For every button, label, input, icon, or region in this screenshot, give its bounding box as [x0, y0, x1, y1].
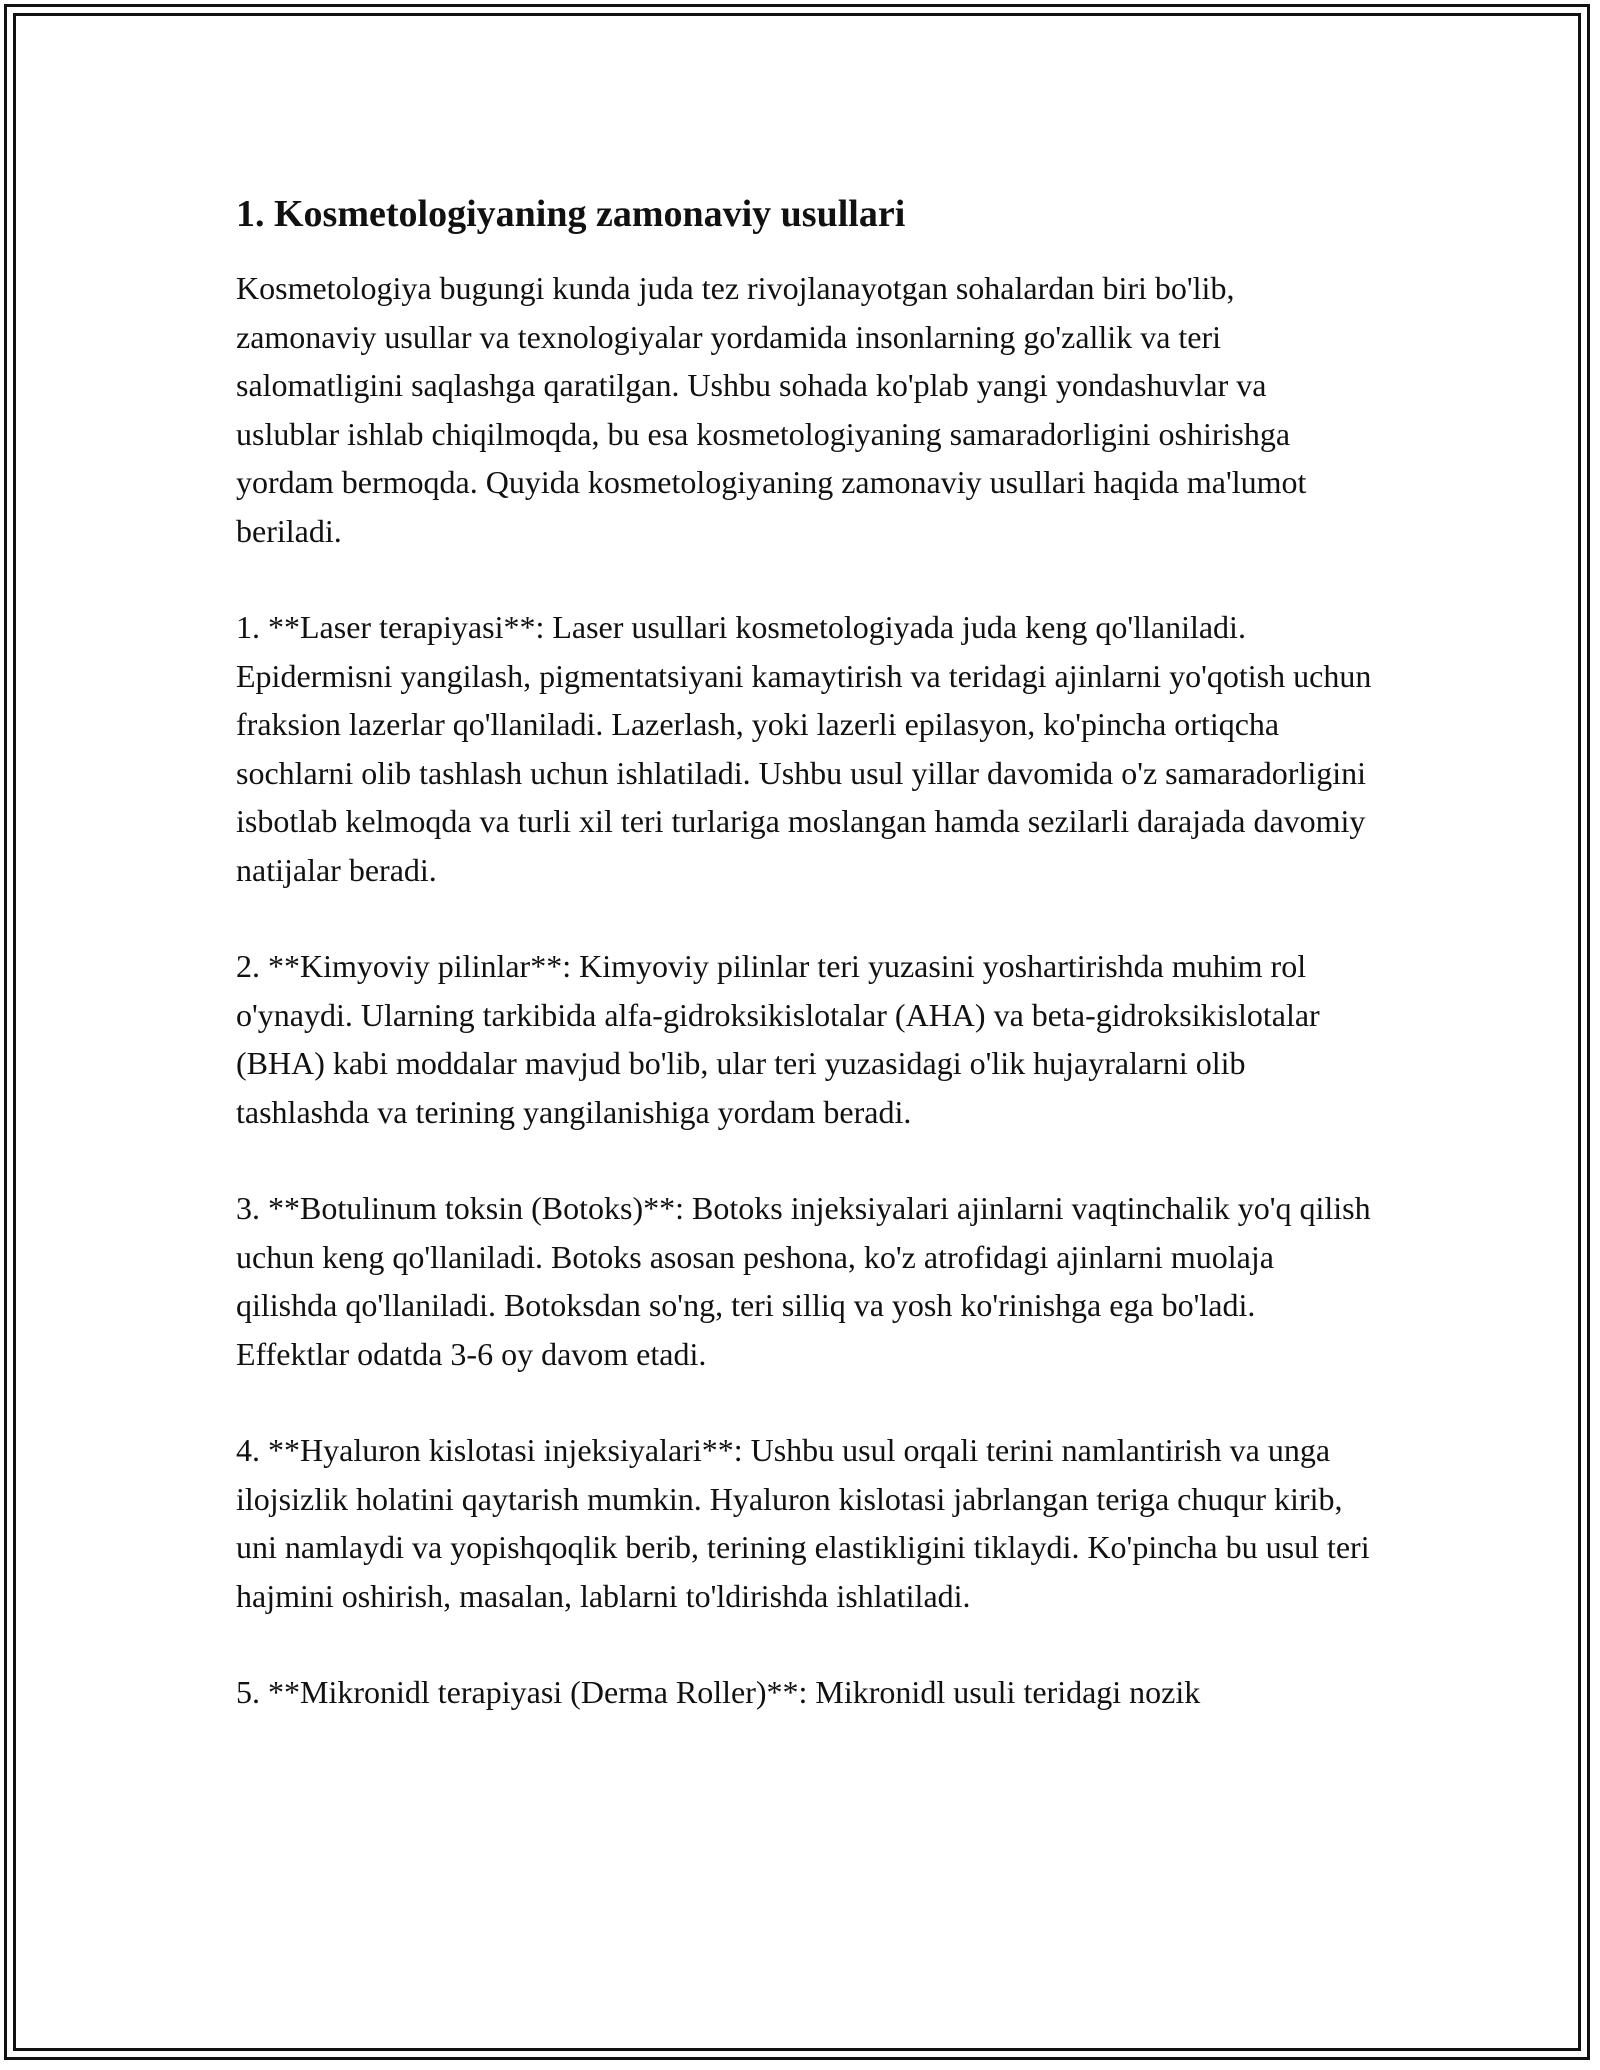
document-body: [236, 186, 1376, 1765]
paragraph-botox: 3. **Botulinum toksin (Botoks)**: Botoks injeksiyalari ajinlarni vaqtinchalik yo'q qilish uchun keng qo'llaniladi. Botoks asosan peshona, ko'z atrofidagi ajinlarni muolaja qilishda qo'llaniladi. Botoksdan so'ng, teri silliq va yosh ko'rinishga ega bo'ladi. Effektlar odatda 3-6 oy davom etadi.: [236, 1190, 1371, 1372]
paragraph-laser-therapy: 1. **Laser terapiyasi**: Laser usullari kosmetologiyada juda keng qo'llaniladi. Epidermisni yangilash, pigmentatsiyani kamaytirish va teridagi ajinlarni yo'qotish uchun fraksion lazerlar qo'llaniladi. Lazerlash, yoki lazerli epilasyon, ko'pincha ortiqcha sochlarni olib tashlash uchun ishlatiladi. Ushbu usul yillar davomida o'z samaradorligini isbotlab kelmoqda va turli xil teri turlariga moslangan hamda sezilarli darajada davomiy natijalar beradi.: [236, 609, 1372, 888]
section-heading: 1. Kosmetologiyaning zamonaviy usullari: [236, 193, 906, 235]
intro-paragraph: Kosmetologiya bugungi kunda juda tez rivojlanayotgan sohalardan biri bo'lib, zamonaviy usullar va texnologiyalar yordamida insonlarning go'zallik va teri salomatligini saqlashga qaratilgan. Ushbu sohada ko'plab yangi yondashuvlar va uslublar ishlab chiqilmoqda, bu esa kosmetologiyaning samaradorligini oshirishga yordam bermoqda. Quyida kosmetologiyaning zamonaviy usullari haqida ma'lumot beriladi.: [236, 270, 1307, 549]
paragraph-hyaluronic-acid: 4. **Hyaluron kislotasi injeksiyalari**: Ushbu usul orqali terini namlantirish va unga ilojsizlik holatini qaytarish mumkin. Hyaluron kislotasi jabrlangan teriga chuqur kirib, uni namlaydi va yopishqoqlik berib, terining elastikligini tiklaydi. Ko'pincha bu usul teri hajmini oshirish, masalan, lablarni to'ldirishda ishlatiladi.: [236, 1432, 1370, 1614]
paragraph-microneedling: 5. **Mikronidl terapiyasi (Derma Roller)**: Mikronidl usuli teridagi nozik: [236, 1674, 1201, 1710]
paragraph-chemical-peels: 2. **Kimyoviy pilinlar**: Kimyoviy pilinlar teri yuzasini yoshartirishda muhim rol o'ynaydi. Ularning tarkibida alfa-gidroksikislotalar (AHA) va beta-gidroksikislotalar (BHA) kabi moddalar mavjud bo'lib, ular teri yuzasidagi o'lik hujayralarni olib tashlashda va terining yangilanishiga yordam beradi.: [236, 948, 1320, 1130]
